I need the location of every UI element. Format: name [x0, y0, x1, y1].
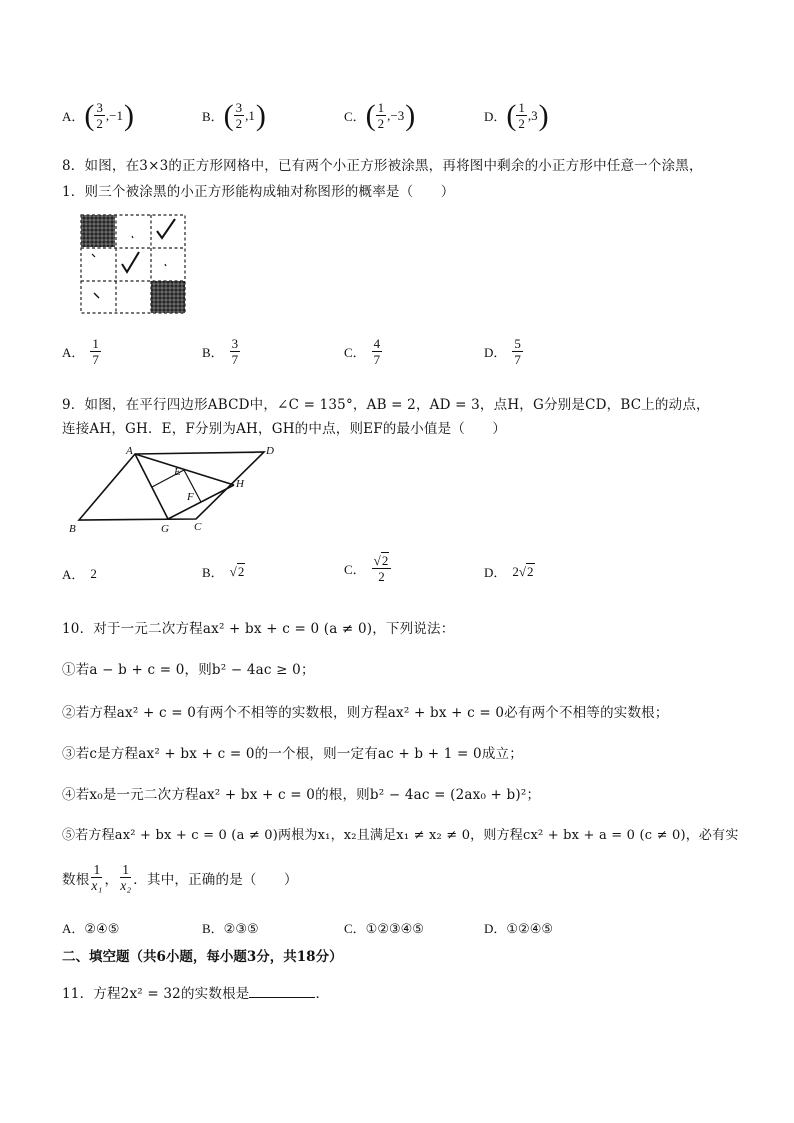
- q7-option-d: D． ( $\frac{1}{2}$ ,3 ): [484, 98, 549, 132]
- grid-cell-shaded-bottom-right: [151, 281, 185, 313]
- label-B: B: [69, 523, 76, 535]
- q10-stem: 10．对于一元二次方程ax² + bx + c = 0 (a ≠ 0)，下列说法：: [62, 621, 455, 637]
- q7-option-b: B． ( $\frac{3}{2}$ ,1 ): [202, 98, 266, 132]
- q8-option-d: D． $\frac{5}{7}$: [484, 336, 521, 367]
- label-A: A: [126, 445, 133, 457]
- label-F: F: [187, 491, 194, 503]
- answer-blank[interactable]: [249, 985, 315, 998]
- q9-option-d: D． 2 √ 2: [484, 563, 534, 580]
- q10-statement-1: ①若a − b + c = 0，则b² − 4ac ≥ 0；: [62, 662, 315, 678]
- q10-option-a: A．②④⑤: [62, 921, 120, 937]
- q9-line2: 连接AH，GH．E，F分别为AH，GH的中点，则EF的最小值是（ ）: [62, 421, 507, 437]
- check-mark-icon: [122, 252, 139, 272]
- q9-options-row: [62, 552, 762, 596]
- check-mark-icon: [157, 219, 175, 238]
- q10-statement-2: ②若方程ax² + c = 0有两个不相等的实数根，则方程ax² + bx + c = 0必有两个不相等的实数根；: [62, 705, 669, 721]
- q7-option-a: A． ( $\frac{3}{2}$ ,−1 ): [62, 98, 134, 132]
- q9-option-c: C． √ 2 2: [344, 552, 391, 584]
- q8-grid-figure: [80, 214, 188, 314]
- q10-statement-5: ⑤若方程ax² + bx + c = 0 (a ≠ 0)两根为x₁，x₂且满足x₁ ≠ x₂ ≠ 0，则方程cx² + bx + a = 0 (c ≠ 0)，必有实: [62, 828, 739, 843]
- q7-options-row: [62, 100, 762, 140]
- q8-line1: 8．如图，在3×3的正方形网格中，已有两个小正方形被涂黑，再将图中剩余的小正方形中任意一个涂黑，: [62, 158, 703, 174]
- q10-statement-3: ③若c是方程ax² + bx + c = 0的一个根，则一定有ac + b + 1 = 0成立；: [62, 746, 523, 762]
- q8-option-a: A． $\frac{1}{7}$: [62, 336, 99, 367]
- label-D: D: [266, 445, 274, 457]
- q8-option-c: C． $\frac{4}{7}$: [344, 336, 381, 367]
- q9-line1: 9．如图，在平行四边形ABCD中，∠C = 135°，AB = 2，AD = 3，点H，G分别是CD，BC上的动点，: [62, 397, 710, 413]
- option-letter: A．: [62, 109, 85, 124]
- q10-option-c: C．①②③④⑤: [344, 921, 424, 937]
- q8-options-row: [62, 336, 762, 376]
- grid-cell-shaded-top-left: [81, 215, 115, 247]
- q10-statement-4: ④若x₀是一元二次方程ax² + bx + c = 0的根，则b² − 4ac = (2ax₀ + b)²；: [62, 787, 541, 803]
- q9-parallelogram-figure: [62, 440, 292, 540]
- q11: 11．方程2x² = 32的实数根是 ．: [62, 986, 330, 1002]
- label-C: C: [194, 521, 202, 533]
- label-H: H: [236, 478, 244, 490]
- q10-statement-5-cont: 数根 $\frac{1}{\text{x₁}}$ ， $\frac{1}{\text{x₂}}$ ．其中，正确的是（ ）: [62, 862, 298, 893]
- label-G: G: [161, 523, 169, 535]
- q9-option-a: A． 2: [62, 565, 97, 582]
- q9-option-b: B． √ 2: [202, 564, 245, 580]
- q10-options-row: [62, 918, 762, 938]
- q10-option-d: D．①②④⑤: [484, 921, 554, 937]
- q8-option-b: B． $\frac{3}{7}$: [202, 336, 239, 367]
- q10-option-b: B．②③⑤: [202, 921, 259, 937]
- label-E: E: [174, 466, 181, 478]
- q7-option-c: C． ( $\frac{1}{2}$ ,−3 ): [344, 98, 416, 132]
- q8-line2: 1．则三个被涂黑的小正方形能构成轴对称图形的概率是（ ）: [62, 184, 455, 200]
- section-heading: 二、填空题（共6小题，每小题3分，共18分）: [62, 949, 343, 965]
